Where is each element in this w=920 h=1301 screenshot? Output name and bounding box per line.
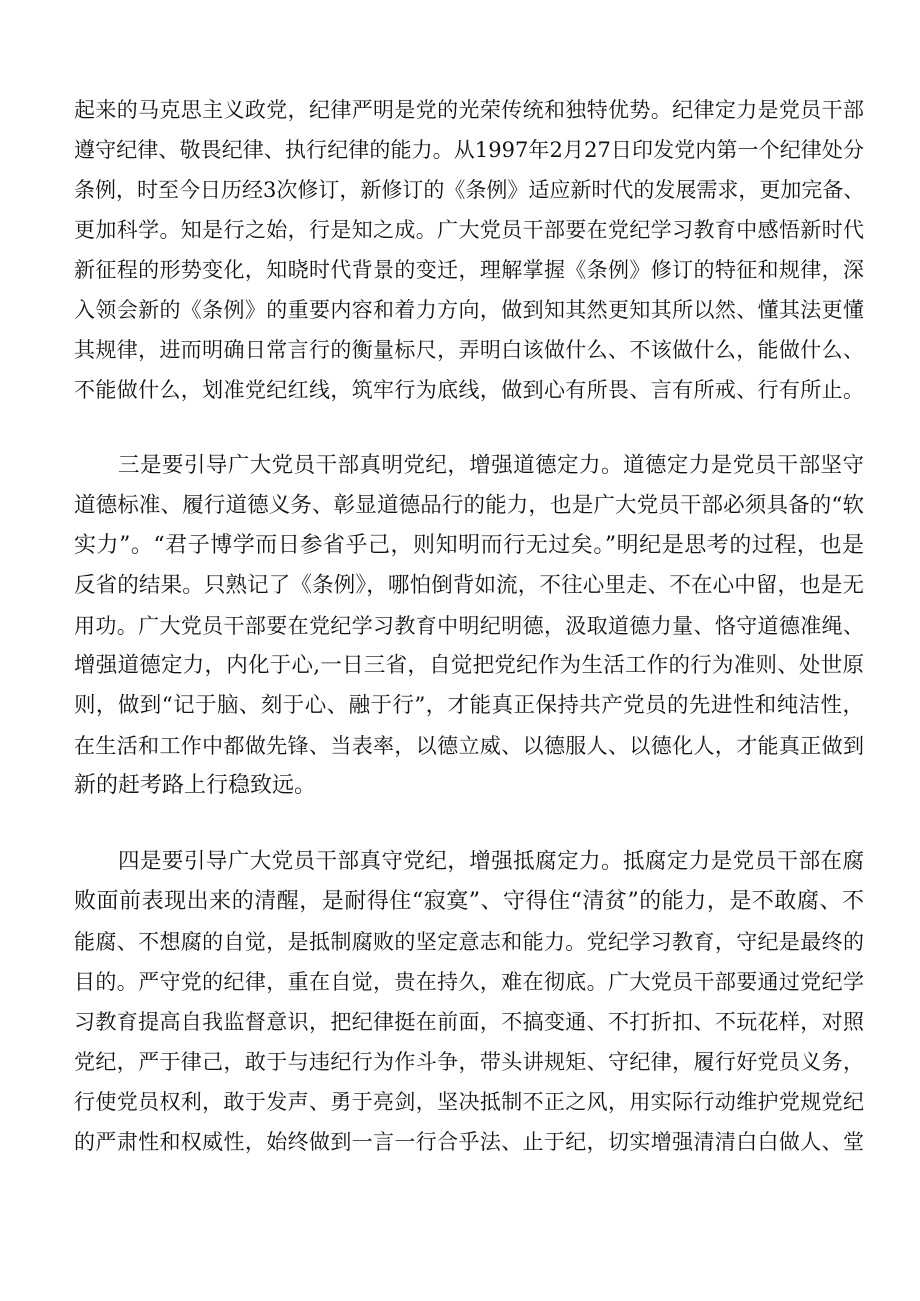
text-line: 遵守纪律、敬畏纪律、执行纪律的能力。从1997年2月27日印发党内第一个纪律处分: [74, 138, 864, 162]
text-line: 道德标准、履行道德义务、彰显道德品行的能力，也是广大党员干部必须具备的“软: [74, 493, 864, 518]
text-line: 三是要引导广大党员干部真明党纪，增强道德定力。道德定力是党员干部坚守: [118, 453, 864, 478]
text-line: 条例，时至今日历经3次修订，新修订的《条例》适应新时代的发展需求，更加完备、: [74, 178, 865, 202]
text-line: 新的赶考路上行稳致远。: [74, 773, 317, 798]
text-line: 败面前表现出来的清醒，是耐得住“寂寞”、守得住“清贫”的能力，是不敢腐、不: [74, 889, 864, 914]
text-line: 目的。严守党的纪律，重在自觉，贵在持久，难在彻底。广大党员干部要通过党纪学: [74, 970, 864, 994]
text-line: 新征程的形势变化，知晓时代背景的变迁，理解掌握《条例》修订的特征和规律，深: [74, 258, 864, 282]
text-line: 四是要引导广大党员干部真守党纪，增强抵腐定力。抵腐定力是党员干部在腐: [118, 849, 864, 874]
paragraph-discipline-strength: [74, 90, 864, 410]
text-line: 行使党员权利，敢于发声、勇于亮剑，坚决抵制不正之风，用实际行动维护党规党纪: [74, 1090, 864, 1114]
text-line: 入领会新的《条例》的重要内容和着力方向，做到知其然更知其所以然、懂其法更懂: [74, 298, 864, 322]
text-line: 在生活和工作中都做先锋、当表率，以德立威、以德服人、以德化人，才能真正做到: [74, 734, 864, 758]
text-line: 习教育提高自我监督意识，把纪律挺在前面，不搞变通、不打折扣、不玩花样，对照: [74, 1010, 864, 1034]
text-line: 起来的马克思主义政党，纪律严明是党的光荣传统和独特优势。纪律定力是党员干部: [74, 98, 864, 122]
text-line: 不能做什么，划准党纪红线，筑牢行为底线，做到心有所畏、言有所戒、行有所止。: [74, 378, 864, 402]
paragraph-moral-strength: [74, 446, 864, 806]
text-line: 党纪，严于律己，敢于与违纪行为作斗争，带头讲规矩、守纪律，履行好党员义务，: [74, 1050, 864, 1074]
text-line: 更加科学。知是行之始，行是知之成。广大党员干部要在党纪学习教育中感悟新时代: [74, 218, 864, 242]
text-line: 反省的结果。只熟记了《条例》，哪怕倒背如流，不往心里走、不在心中留，也是无: [74, 573, 864, 598]
text-line: 实力”。“君子博学而日参省乎己，则知明而行无过矣。”明纪是思考的过程，也是: [74, 533, 864, 558]
text-line: 的严肃性和权威性，始终做到一言一行合乎法、止于纪，切实增强清清白白做人、堂: [74, 1130, 864, 1154]
text-line: 用功。广大党员干部要在党纪学习教育中明纪明德，汲取道德力量、恪守道德准绳、: [74, 614, 864, 638]
paragraph-anti-corruption-strength: [74, 842, 864, 1162]
text-line: 其规律，进而明确日常言行的衡量标尺，弄明白该做什么、不该做什么，能做什么、: [74, 338, 864, 362]
text-line: 增强道德定力，内化于心,一日三省，自觉把党纪作为生活工作的行为准则、处世原: [74, 653, 864, 678]
text-line: 能腐、不想腐的自觉，是抵制腐败的坚定意志和能力。党纪学习教育，守纪是最终的: [74, 930, 864, 954]
text-line: 则，做到“记于脑、刻于心、融于行”，才能真正保持共产党员的先进性和纯洁性，: [74, 693, 864, 718]
